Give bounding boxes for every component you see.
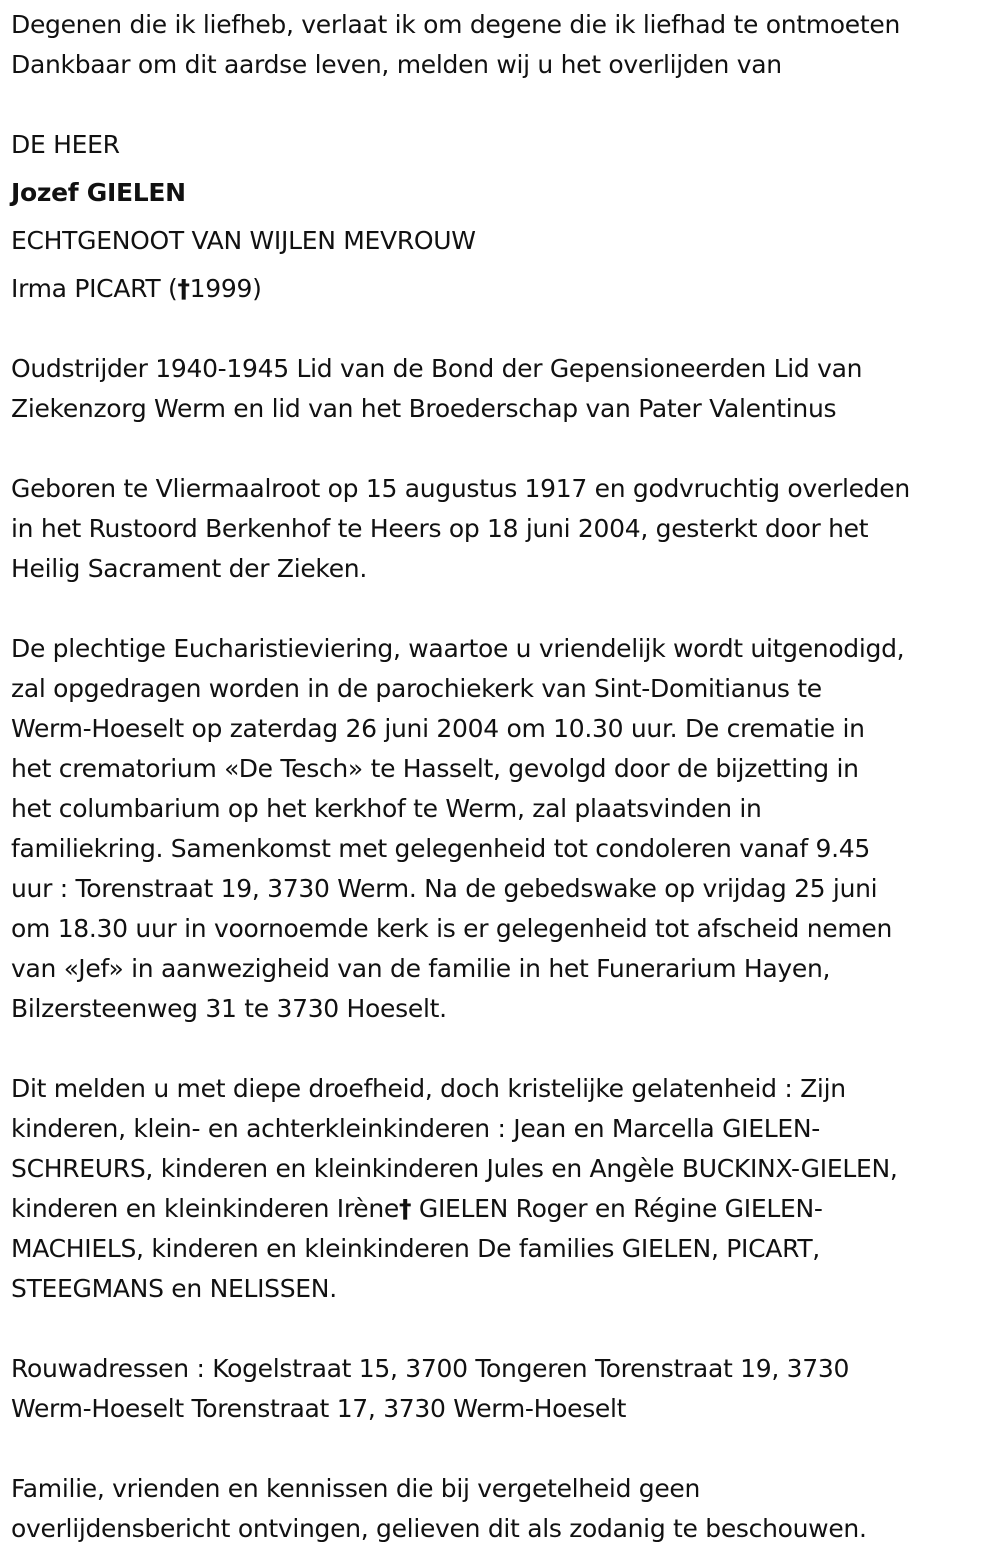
ceremony-line: Bilzersteenweg 31 te 3730 Hoeselt. [11,994,447,1023]
birth-death-line: Geboren te Vliermaalroot op 15 augustus 1917 en godvruchtig overleden [11,474,910,503]
family-line-part: GIELEN Roger en Régine GIELEN- [411,1194,823,1223]
birth-death-paragraph [11,469,996,589]
closing-paragraph [11,1469,996,1549]
family-line: kinderen, klein- en achterkleinkinderen : Jean en Marcella GIELEN- [11,1114,820,1143]
ceremony-line: zal opgedragen worden in de parochiekerk van Sint-Domitianus te [11,674,822,703]
ceremony-line: De plechtige Eucharistieviering, waartoe u vriendelijk wordt uitgenodigd, [11,634,905,663]
spouse-name: Irma PICART ( [11,274,178,303]
spouse-line [11,269,262,309]
ceremony-line: het crematorium «De Tesch» te Hasselt, gevolgd door de bijzetting in [11,754,859,783]
ceremony-line: van «Jef» in aanwezigheid van de familie in het Funerarium Hayen, [11,954,831,983]
birth-death-line: Heilig Sacrament der Zieken. [11,554,367,583]
cross-icon: † [177,274,190,303]
birth-death-line: in het Rustoord Berkenhof te Heers op 18 juni 2004, gesterkt door het [11,514,869,543]
deceased-name: Jozef GIELEN [11,178,186,207]
addresses-paragraph [11,1349,996,1429]
memberships-line: Oudstrijder 1940-1945 Lid van de Bond der Gepensioneerden Lid van [11,354,863,383]
addresses-line: Werm-Hoeselt Torenstraat 17, 3730 Werm-Hoeselt [11,1394,627,1423]
family-line: SCHREURS, kinderen en kleinkinderen Jules en Angèle BUCKINX-GIELEN, [11,1154,898,1183]
memberships-paragraph [11,349,996,429]
ceremony-line: om 18.30 uur in voornoemde kerk is er gelegenheid tot afscheid nemen [11,914,893,943]
family-line: MACHIELS, kinderen en kleinkinderen De families GIELEN, PICART, [11,1234,820,1263]
closing-line: Familie, vrienden en kennissen die bij vergetelheid geen [11,1474,701,1503]
ceremony-line: uur : Torenstraat 19, 3730 Werm. Na de gebedswake op vrijdag 25 juni [11,874,878,903]
ceremony-line: Werm-Hoeselt op zaterdag 26 juni 2004 om 10.30 uur. De crematie in [11,714,865,743]
intro-line: Dankbaar om dit aardse leven, melden wij u het overlijden van [11,50,782,79]
family-line: STEEGMANS en NELISSEN. [11,1274,337,1303]
cross-icon: † [399,1194,412,1223]
closing-line: overlijdensbericht ontvingen, gelieven dit als zodanig te beschouwen. [11,1514,867,1543]
family-paragraph [11,1069,996,1309]
ceremony-paragraph [11,629,996,1029]
spouse-title: ECHTGENOOT VAN WIJLEN MEVROUW [11,226,476,255]
memberships-line: Ziekenzorg Werm en lid van het Broederschap van Pater Valentinus [11,394,837,423]
family-line-part: kinderen en kleinkinderen Irène [11,1194,400,1223]
ceremony-line: familiekring. Samenkomst met gelegenheid tot condoleren vanaf 9.45 [11,834,870,863]
family-line: Dit melden u met diepe droefheid, doch kristelijke gelatenheid : Zijn [11,1074,846,1103]
ceremony-line: het columbarium op het kerkhof te Werm, zal plaatsvinden in [11,794,762,823]
spouse-death-year: 1999) [189,274,262,303]
honorific: DE HEER [11,130,120,159]
addresses-line: Rouwadressen : Kogelstraat 15, 3700 Tongeren Torenstraat 19, 3730 [11,1354,850,1383]
intro-line: Degenen die ik liefheb, verlaat ik om degene die ik liefhad te ontmoeten [11,10,900,39]
intro-paragraph [11,5,996,85]
family-line [11,1189,996,1229]
